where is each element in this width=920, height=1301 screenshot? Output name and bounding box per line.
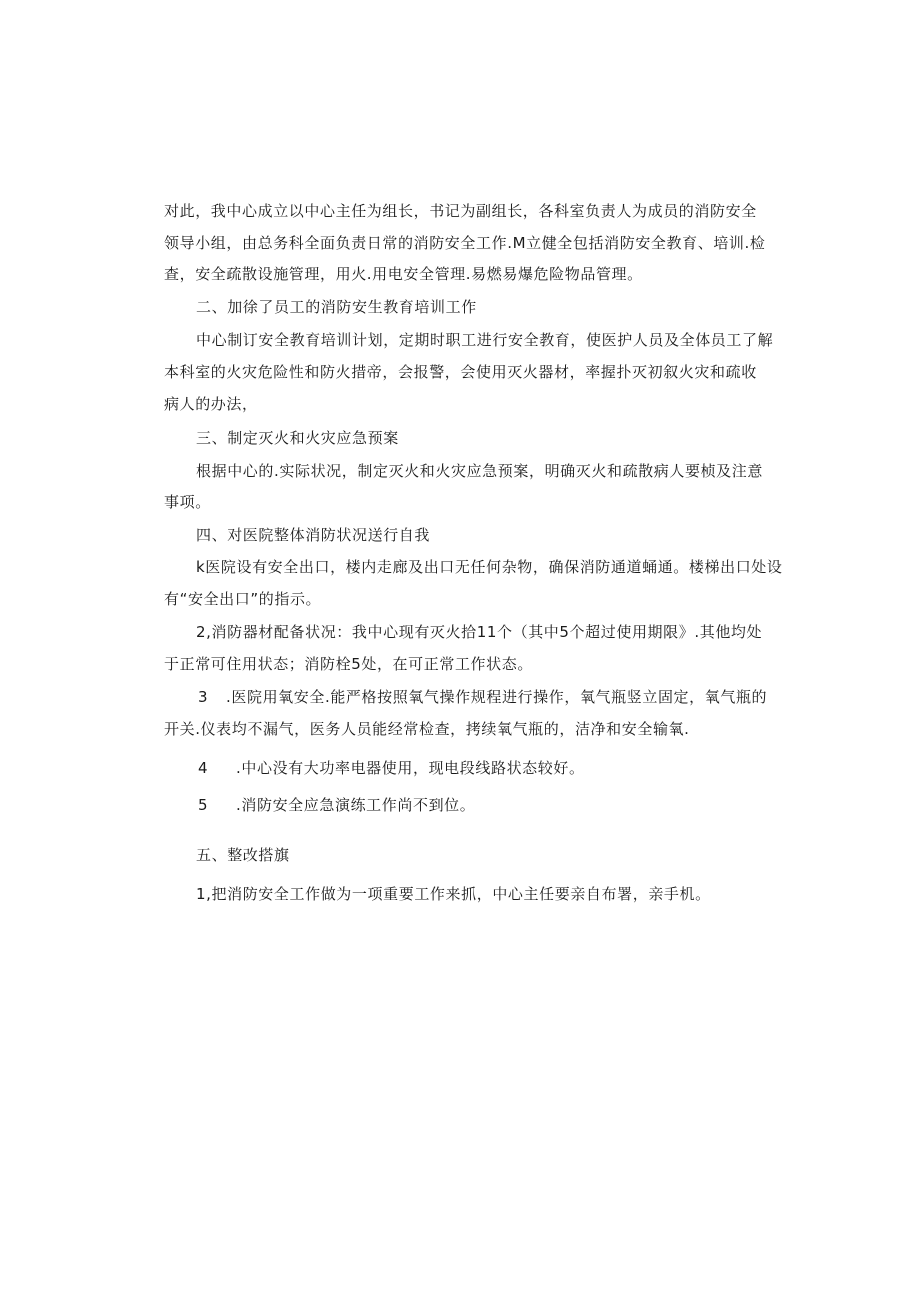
section4-item3-line-1: .医院用氧安全.能严格按照氧气操作规程进行操作，氧气瓶竖立固定，氧气瓶的	[226, 688, 768, 706]
intro-line-2: 领导小组，由总务科全面负责日常的消防安全工作.M立健全包括消防安全教育、培训.检	[164, 234, 766, 252]
intro-line-1: 对此，我中心成立以中心主任为组长，书记为副组长，各科室负责人为成员的消防安全	[164, 202, 757, 220]
intro-line-3: 查，安全疏散设施管理，用火.用电安全管理.易燃易爆危险物品管理。	[164, 265, 643, 283]
section4-item1-line-1: k医院设有安全出口，楼内走廊及出口无任何杂物，确保消防通道蛹通。楼梯出口处设	[196, 558, 783, 576]
section3-line-2: 事项。	[164, 493, 211, 511]
section4-item3-line-2: 开关.仪表均不漏气，医务人员能经常检查，拷续氧气瓶的，洁净和安全输氧.	[164, 720, 690, 738]
section5-item1: 1,把消防安全工作做为一项重要工作来抓，中心主任要亲自布署，亲手机。	[196, 885, 711, 903]
section4-item1-line-2: 有“安全出口”的指示。	[164, 590, 322, 608]
section3-heading: 三、制定灭火和火灾应急预案	[196, 429, 399, 447]
section3-line-1: 根据中心的.实际状况，制定灭火和火灾应急预案，明确灭火和疏散病人要桢及注意	[196, 462, 763, 480]
section4-item4-number: 4	[198, 759, 208, 777]
section2-line-3: 病人的办法，	[164, 395, 258, 413]
section4-item4-text: .中心没有大功率电器使用，现电段线路状态较好。	[236, 759, 585, 777]
section2-line-1: 中心制订安全教育培训计划，定期时职工进行安全教育，使医护人员及全体员工了解	[196, 331, 774, 349]
section4-item2-line-1: 2,消防器材配备状况：我中心现有灭火拾11个（其中5个超过使用期限》.其他均处	[196, 623, 763, 641]
section2-heading: 二、加徐了员工的消防安生教育培训工作	[196, 298, 477, 316]
section4-item3-number: 3	[198, 688, 208, 706]
section4-heading: 四、对医院整体消防状况送行自我	[196, 526, 431, 544]
section5-heading: 五、整改搭旗	[196, 846, 290, 864]
section2-line-2: 本科室的火灾危险性和防火措帝，会报警，会使用灭火器材，率握扑灭初叙火灾和疏收	[164, 363, 757, 381]
section4-item2-line-2: 于正常可住用状态；消防栓5处，在可正常工作状态。	[164, 655, 533, 673]
section4-item5-number: 5	[198, 796, 208, 814]
section4-item5-text: .消防安全应急演练工作尚不到位。	[236, 796, 476, 814]
